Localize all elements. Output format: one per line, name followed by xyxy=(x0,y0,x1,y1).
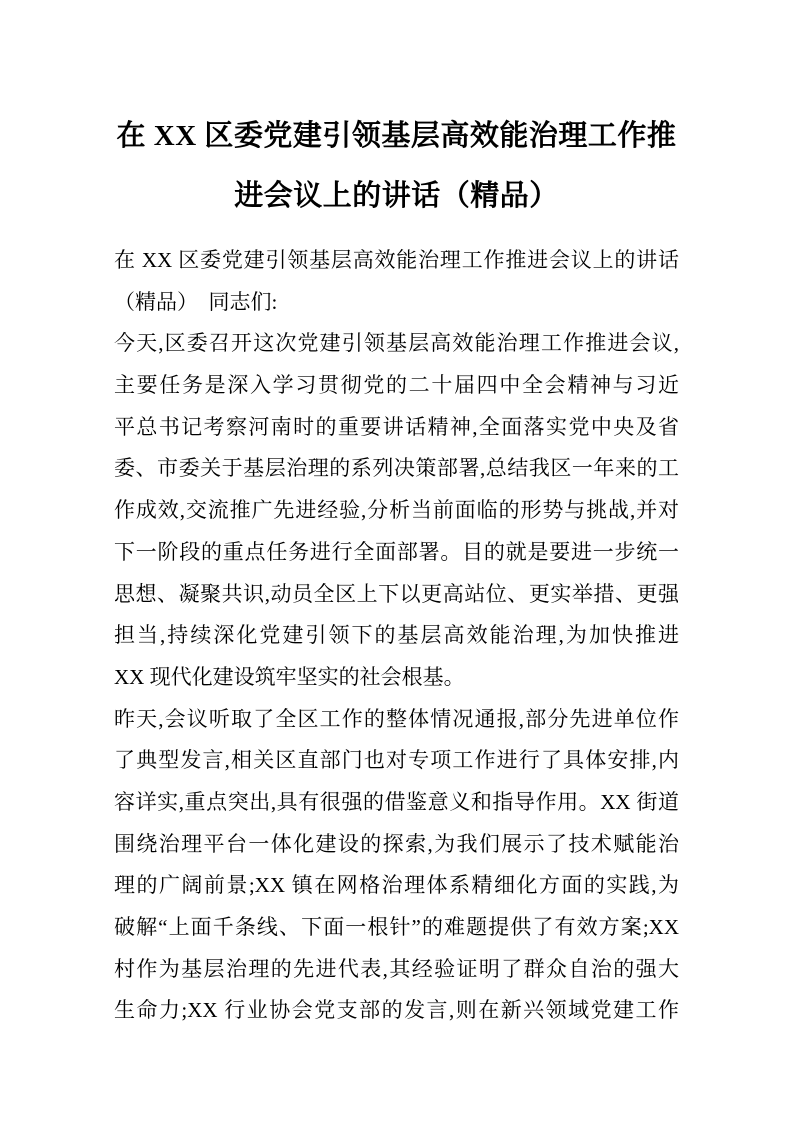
body-text-line: （精品） 同志们: xyxy=(114,289,278,314)
document-body xyxy=(114,240,679,1032)
body-text-line: 村作为基层治理的先进代表,其经验证明了群众自治的强大 xyxy=(114,956,679,981)
body-text-line: 委、市委关于基层治理的系列决策部署,总结我区一年来的工 xyxy=(114,456,679,481)
body-text-line: 生命力;XX 行业协会党支部的发言,则在新兴领域党建工作 xyxy=(114,998,679,1023)
body-text-line: 下一阶段的重点任务进行全面部署。目的就是要进一步统一 xyxy=(114,539,679,564)
body-text-line: 作成效,交流推广先进经验,分析当前面临的形势与挑战,并对 xyxy=(114,498,679,523)
body-text-line: 担当,持续深化党建引领下的基层高效能治理,为加快推进 xyxy=(114,623,679,648)
body-text-line: 在 XX 区委党建引领基层高效能治理工作推进会议上的讲话 xyxy=(114,248,679,272)
body-text-line: 破解“上面千条线、下面一根针”的难题提供了有效方案;XX xyxy=(114,915,679,939)
body-text-line: 容详实,重点突出,具有很强的借鉴意义和指导作用。XX 街道 xyxy=(114,789,679,814)
body-text-line: 思想、凝聚共识,动员全区上下以更高站位、更实举措、更强 xyxy=(114,581,679,606)
body-text-line: 围绕治理平台一体化建设的探索,为我们展示了技术赋能治 xyxy=(114,831,679,856)
body-text-line: 昨天,会议听取了全区工作的整体情况通报,部分先进单位作 xyxy=(114,706,679,731)
body-text-line: 平总书记考察河南时的重要讲话精神,全面落实党中央及省 xyxy=(114,414,679,439)
body-text-line: 今天,区委召开这次党建引领基层高效能治理工作推进会议, xyxy=(114,331,679,356)
document-title-line: 在 XX 区委党建引领基层高效能治理工作推 xyxy=(116,120,677,152)
document-title-line: 进会议上的讲话（精品） xyxy=(234,180,559,212)
body-text-line: 理的广阔前景;XX 镇在网格治理体系精细化方面的实践,为 xyxy=(114,873,679,898)
document-title xyxy=(114,106,679,226)
body-text-line: 主要任务是深入学习贯彻党的二十届四中全会精神与习近 xyxy=(114,373,679,398)
body-text-line: XX 现代化建设筑牢坚实的社会根基。 xyxy=(114,664,465,689)
body-text-line: 了典型发言,相关区直部门也对专项工作进行了具体安排,内 xyxy=(114,748,679,773)
